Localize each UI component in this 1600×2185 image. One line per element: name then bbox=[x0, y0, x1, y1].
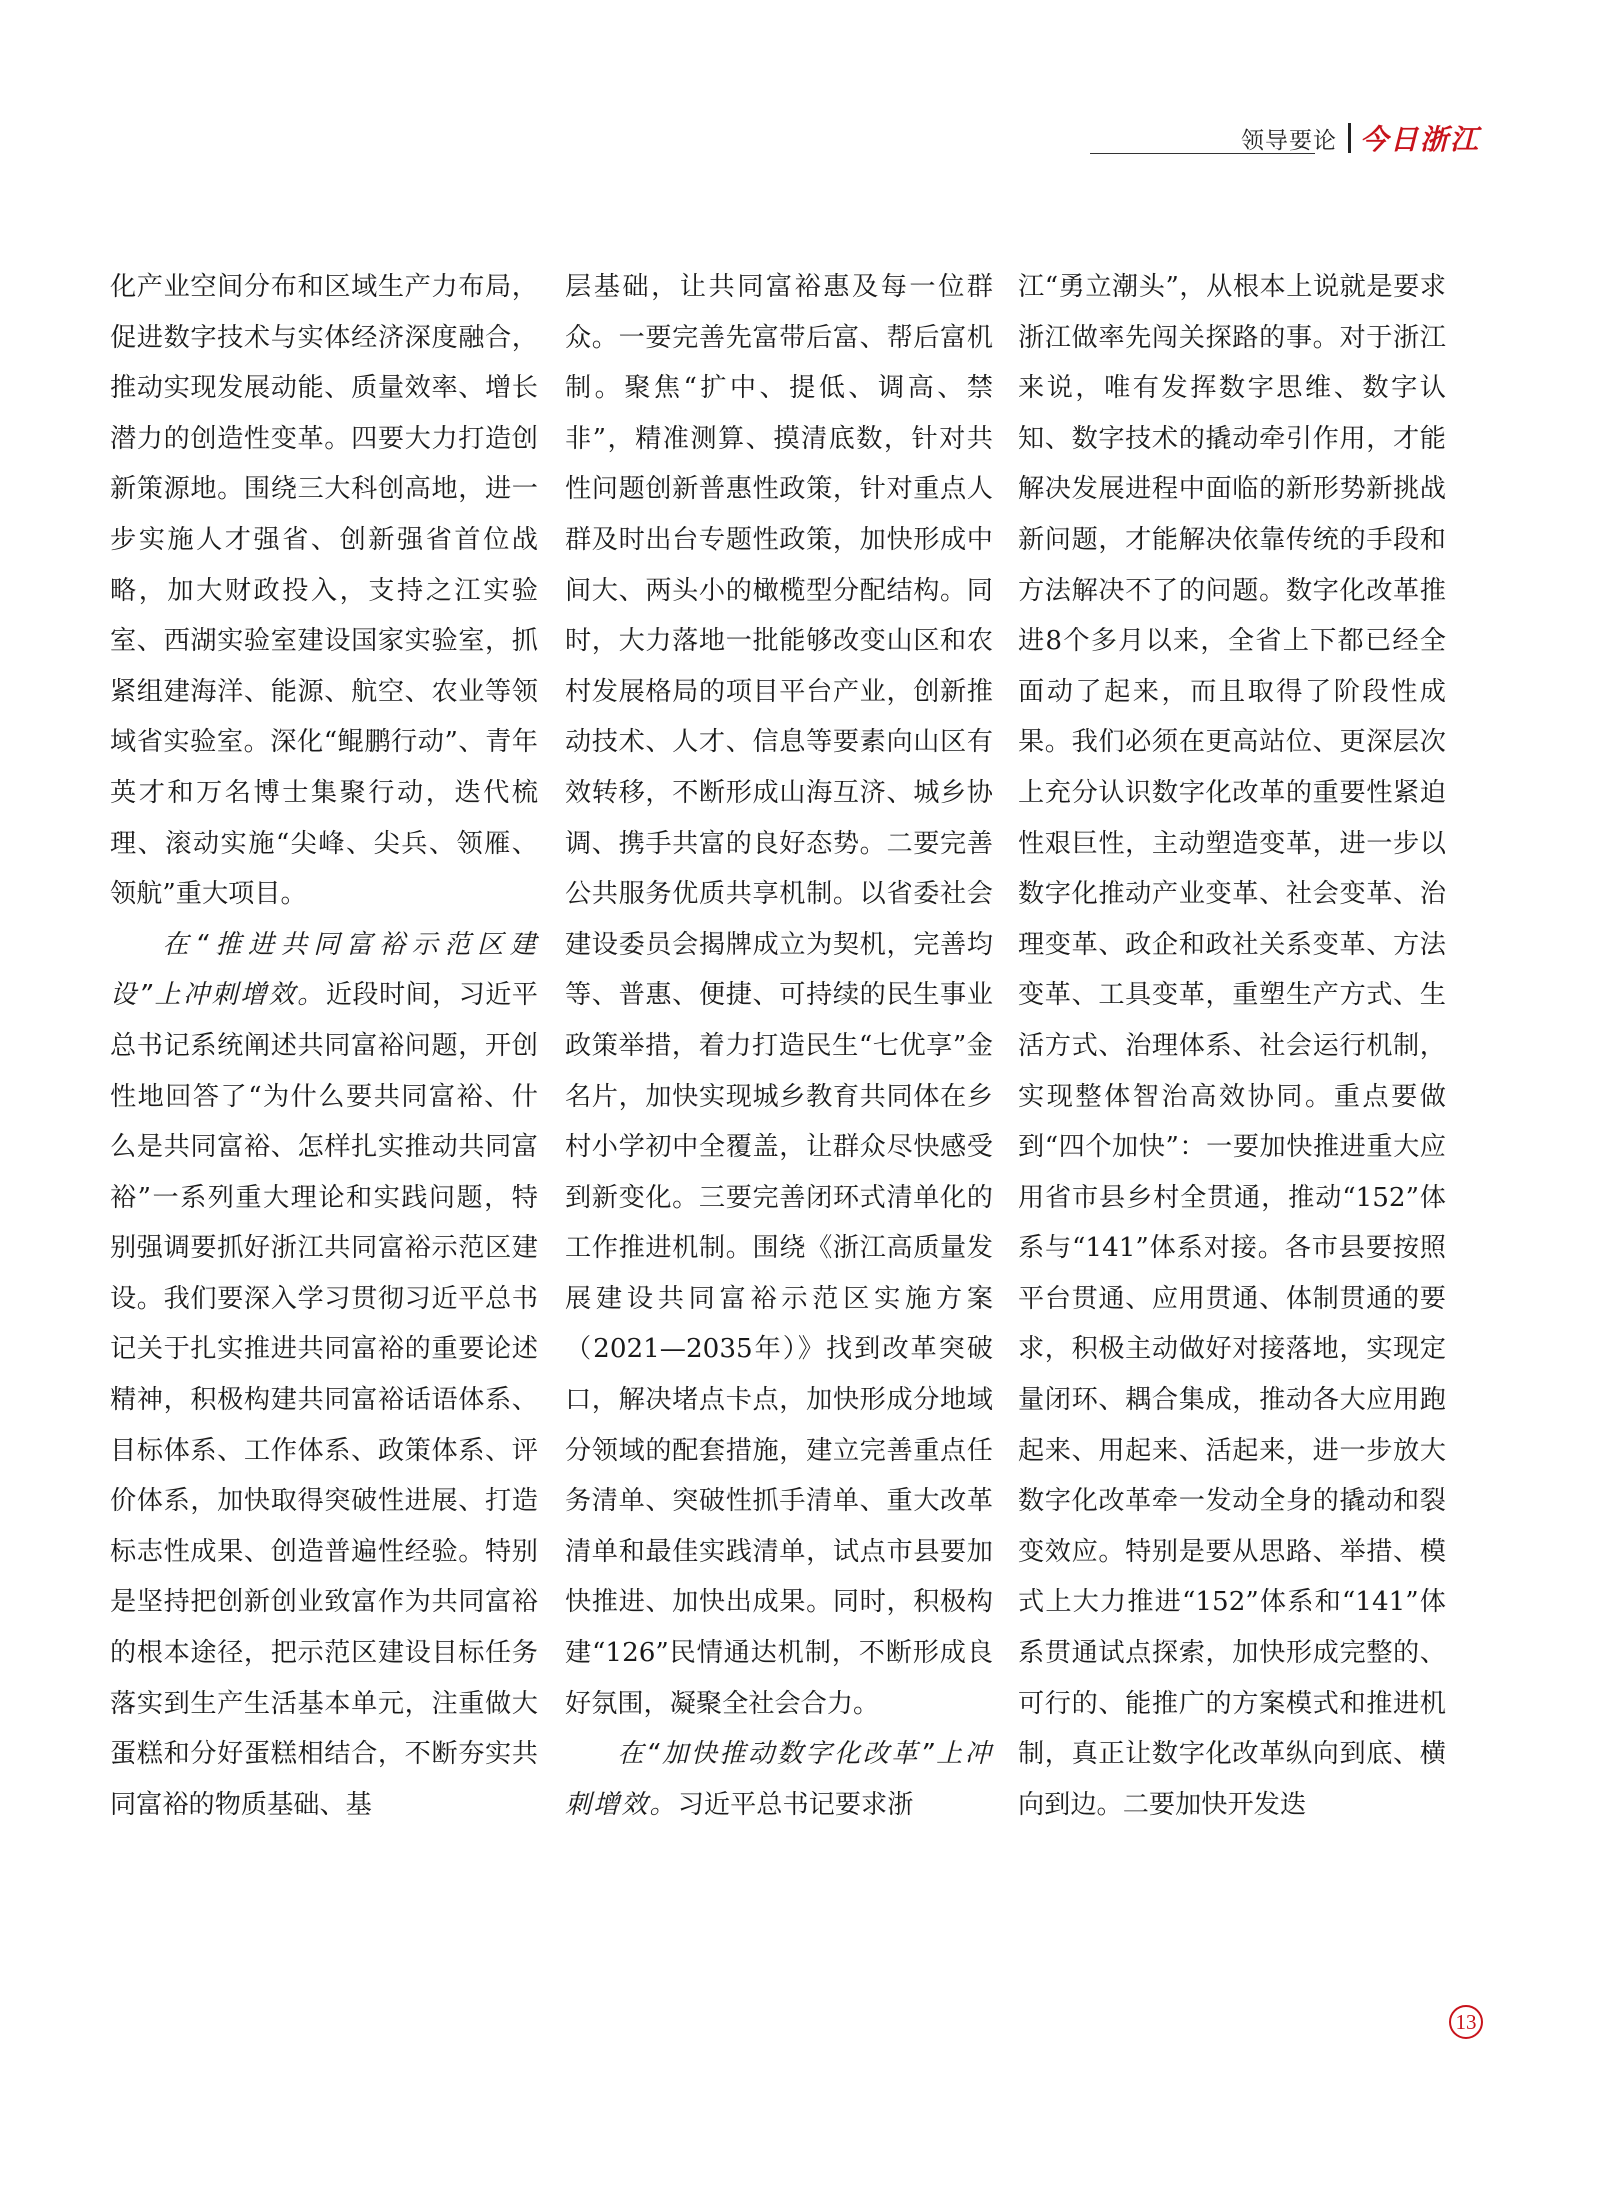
header-rule bbox=[1090, 153, 1315, 154]
paragraph-body: 近段时间，习近平总书记系统阐述共同富裕问题，开创性地回答了“为什么要共同富裕、什么是共同富裕、怎样扎实推动共同富裕”一系列重大理论和实践问题，特别强调要抓好浙江共同富裕示范区建设。我们要深入学习贯彻习近平总书记关于扎实推进共同富裕的重要论述精神，积极构建共同富裕话语体系、目标体系、工作体系、政策体系、评价体系，加快取得突破性进展、打造标志性成果、创造普遍性经验。特别是坚持把创新创业致富作为共同富裕的根本途径，把示范区建设目标任务落实到生产生活基本单元，注重做大蛋糕和分好蛋糕相结合，不断夯实共同富裕的物质基础、基 bbox=[110, 980, 538, 1820]
paragraph: 江“勇立潮头”，从根本上说就是要求浙江做率先闯关探路的事。对于浙江来说，唯有发挥数字思维、数字认知、数字技术的撬动牵引作用，才能解决发展进程中面临的新形势新挑战新问题，才能解决依靠传统的手段和方法解决不了的问题。数字化改革推进8个多月以来，全省上下都已经全面动了起来，而且取得了阶段性成果。我们必须在更高站位、更深层次上充分认识数字化改革的重要性紧迫性艰巨性，主动塑造变革，进一步以数字化推动产业变革、社会变革、治理变革、政企和政社关系变革、方法变革、工具变革，重塑生产方式、生活方式、治理体系、社会运行机制，实现整体智治高效协同。重点要做到“四个加快”：一要加快推进重大应用省市县乡村全贯通，推动“152”体系与“141”体系对接。各市县要按照平台贯通、应用贯通、体制贯通的要求，积极主动做好对接落地，实现定量闭环、耦合集成，推动各大应用跑起来、用起来、活起来，进一步放大数字化改革牵一发动全身的撬动和裂变效应。特别是要从思路、举措、模式上大力推进“152”体系和“141”体系贯通试点探索，加快形成完整的、可行的、能推广的方案模式和推进机制，真正让数字化改革纵向到底、横向到边。二要加快开发迭 bbox=[1018, 272, 1446, 1820]
header-divider bbox=[1348, 123, 1351, 153]
section-title: 领导要论 bbox=[1240, 127, 1337, 154]
column-2 bbox=[565, 262, 993, 1830]
paragraph: 化产业空间分布和区域生产力布局，促进数字技术与实体经济深度融合，推动实现发展动能、质量效率、增长潜力的创造性变革。四要大力打造创新策源地。围绕三大科创高地，进一步实施人才强省、创新强省首位战略，加大财政投入，支持之江实验室、西湖实验室建设国家实验室，抓紧组建海洋、能源、航空、农业等领域省实验室。深化“鲲鹏行动”、青年英才和万名博士集聚行动，迭代梳理、滚动实施“尖峰、尖兵、领雁、领航”重大项目。 bbox=[110, 272, 538, 910]
magazine-logo: 今日浙江 bbox=[1359, 123, 1480, 156]
column-1 bbox=[110, 262, 538, 1830]
column-3 bbox=[1018, 262, 1446, 1830]
paragraph-lead: 在“加快推动数字化改革”上冲刺增效。 bbox=[565, 1739, 993, 1820]
paragraph: 层基础，让共同富裕惠及每一位群众。一要完善先富带后富、帮后富机制。聚焦“扩中、提低、调高、禁非”，精准测算、摸清底数，针对共性问题创新普惠性政策，针对重点人群及时出台专题性政策，加快形成中间大、两头小的橄榄型分配结构。同时，大力落地一批能够改变山区和农村发展格局的项目平台产业，创新推动技术、人才、信息等要素向山区有效转移，不断形成山海互济、城乡协调、携手共富的良好态势。二要完善公共服务优质共享机制。以省委社会建设委员会揭牌成立为契机，完善均等、普惠、便捷、可持续的民生事业政策举措，着力打造民生“七优享”金名片，加快实现城乡教育共同体在乡村小学初中全覆盖，让群众尽快感受到新变化。三要完善闭环式清单化的工作推进机制。围绕《浙江高质量发展建设共同富裕示范区实施方案（2021—2035年）》找到改革突破口，解决堵点卡点，加快形成分地域分领域的配套措施，建立完善重点任务清单、突破性抓手清单、重大改革清单和最佳实践清单，试点市县要加快推进、加快出成果。同时，积极构建“126”民情通达机制，不断形成良好氛围，凝聚全社会合力。 bbox=[565, 272, 993, 1719]
paragraph-lead: 在“推进共同富裕示范区建设”上冲刺增效。 bbox=[110, 929, 538, 1011]
page-number: 13 bbox=[1449, 2005, 1483, 2039]
paragraph bbox=[110, 920, 538, 1831]
page-header bbox=[1241, 118, 1480, 158]
paragraph-body: 习近平总书记要求浙 bbox=[677, 1789, 914, 1820]
paragraph bbox=[565, 1729, 993, 1830]
